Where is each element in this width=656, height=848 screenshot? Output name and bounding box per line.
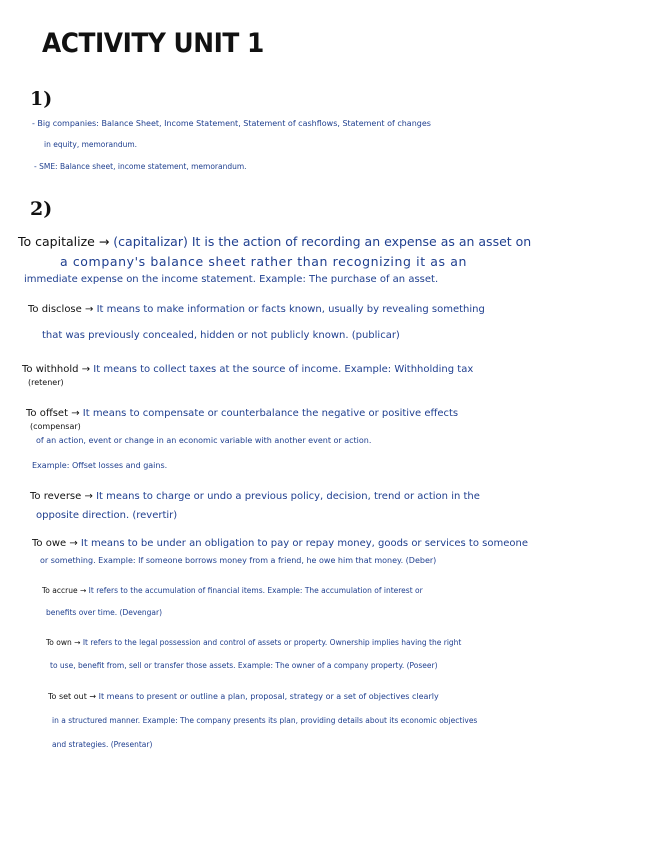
withhold-term: To withhold <box>22 364 79 375</box>
offset-term: To offset <box>26 408 68 419</box>
offset-line-1: It means to compensate or counterbalance the negative or positive effects <box>82 408 459 419</box>
arrow-icon: → <box>69 538 78 549</box>
arrow-icon: → <box>98 234 110 249</box>
setout-line-1: It means to present or outline a plan, proposal, strategy or a set of objectives clearly <box>98 692 439 701</box>
arrow-icon: → <box>84 491 93 502</box>
offset-entry <box>26 408 458 419</box>
withhold-translation: (retener) <box>28 378 64 387</box>
section-2-number: 2) <box>30 198 53 220</box>
disclose-line-1: It means to make information or facts known, usually by revealing something <box>96 304 485 315</box>
section-1-line-2: in equity, memorandum. <box>44 140 138 149</box>
owe-entry <box>32 538 528 549</box>
setout-line-3: and strategies. (Presentar) <box>52 740 153 749</box>
arrow-icon: → <box>71 408 80 419</box>
capitalize-term: To capitalize <box>18 234 95 249</box>
accrue-term: To accrue <box>42 586 78 595</box>
arrow-icon: → <box>74 638 81 647</box>
setout-entry <box>48 692 439 701</box>
capitalize-line-1: (capitalizar) It is the action of recording an expense as an asset on <box>113 234 532 249</box>
accrue-line-1: It refers to the accumulation of financial items. Example: The accumulation of interest or <box>88 586 423 595</box>
owe-term: To owe <box>32 538 67 549</box>
own-term: To own <box>46 638 72 647</box>
setout-line-2: in a structured manner. Example: The company presents its plan, providing details about its economic objectives <box>52 716 478 725</box>
page-title: ACTIVITY UNIT 1 <box>42 28 264 59</box>
arrow-icon: → <box>85 304 94 315</box>
section-1-line-3: - SME: Balance sheet, income statement, memorandum. <box>34 162 247 171</box>
disclose-entry <box>28 304 485 315</box>
offset-line-2: of an action, event or change in an economic variable with another event or action. <box>36 436 372 445</box>
capitalize-entry <box>18 234 531 249</box>
capitalize-line-2: a company's balance sheet rather than recognizing it as an <box>60 254 467 269</box>
withhold-entry <box>22 364 473 375</box>
accrue-entry <box>42 586 423 595</box>
arrow-icon: → <box>89 692 97 701</box>
section-1-line-1: - Big companies: Balance Sheet, Income Statement, Statement of cashflows, Statement of changes <box>32 119 431 128</box>
arrow-icon: → <box>79 586 87 595</box>
arrow-icon: → <box>81 364 91 375</box>
reverse-line-2: opposite direction. (revertir) <box>36 510 178 521</box>
own-line-1: It refers to the legal possession and control of assets or property. Ownership implies having the right <box>82 638 462 647</box>
capitalize-line-3: immediate expense on the income statement. Example: The purchase of an asset. <box>24 274 439 285</box>
reverse-term: To reverse <box>30 491 82 502</box>
withhold-line-1: It means to collect taxes at the source of income. Example: Withholding tax <box>93 364 474 375</box>
disclose-line-2: that was previously concealed, hidden or not publicly known. (publicar) <box>42 330 400 341</box>
section-1-number: 1) <box>30 88 53 110</box>
reverse-entry <box>30 491 480 502</box>
owe-line-1: It means to be under an obligation to pay or repay money, goods or services to someone <box>80 538 528 549</box>
disclose-term: To disclose <box>28 304 82 315</box>
reverse-line-1: It means to charge or undo a previous policy, decision, trend or action in the <box>96 491 480 502</box>
offset-translation: (compensar) <box>30 422 81 431</box>
offset-line-3: Example: Offset losses and gains. <box>32 461 168 470</box>
own-entry <box>46 638 461 647</box>
own-line-2: to use, benefit from, sell or transfer those assets. Example: The owner of a company property. (Poseer) <box>50 661 438 670</box>
accrue-line-2: benefits over time. (Devengar) <box>46 608 163 617</box>
setout-term: To set out <box>48 692 87 701</box>
owe-line-2: or something. Example: If someone borrows money from a friend, he owe him that money. (Deber) <box>40 556 437 565</box>
